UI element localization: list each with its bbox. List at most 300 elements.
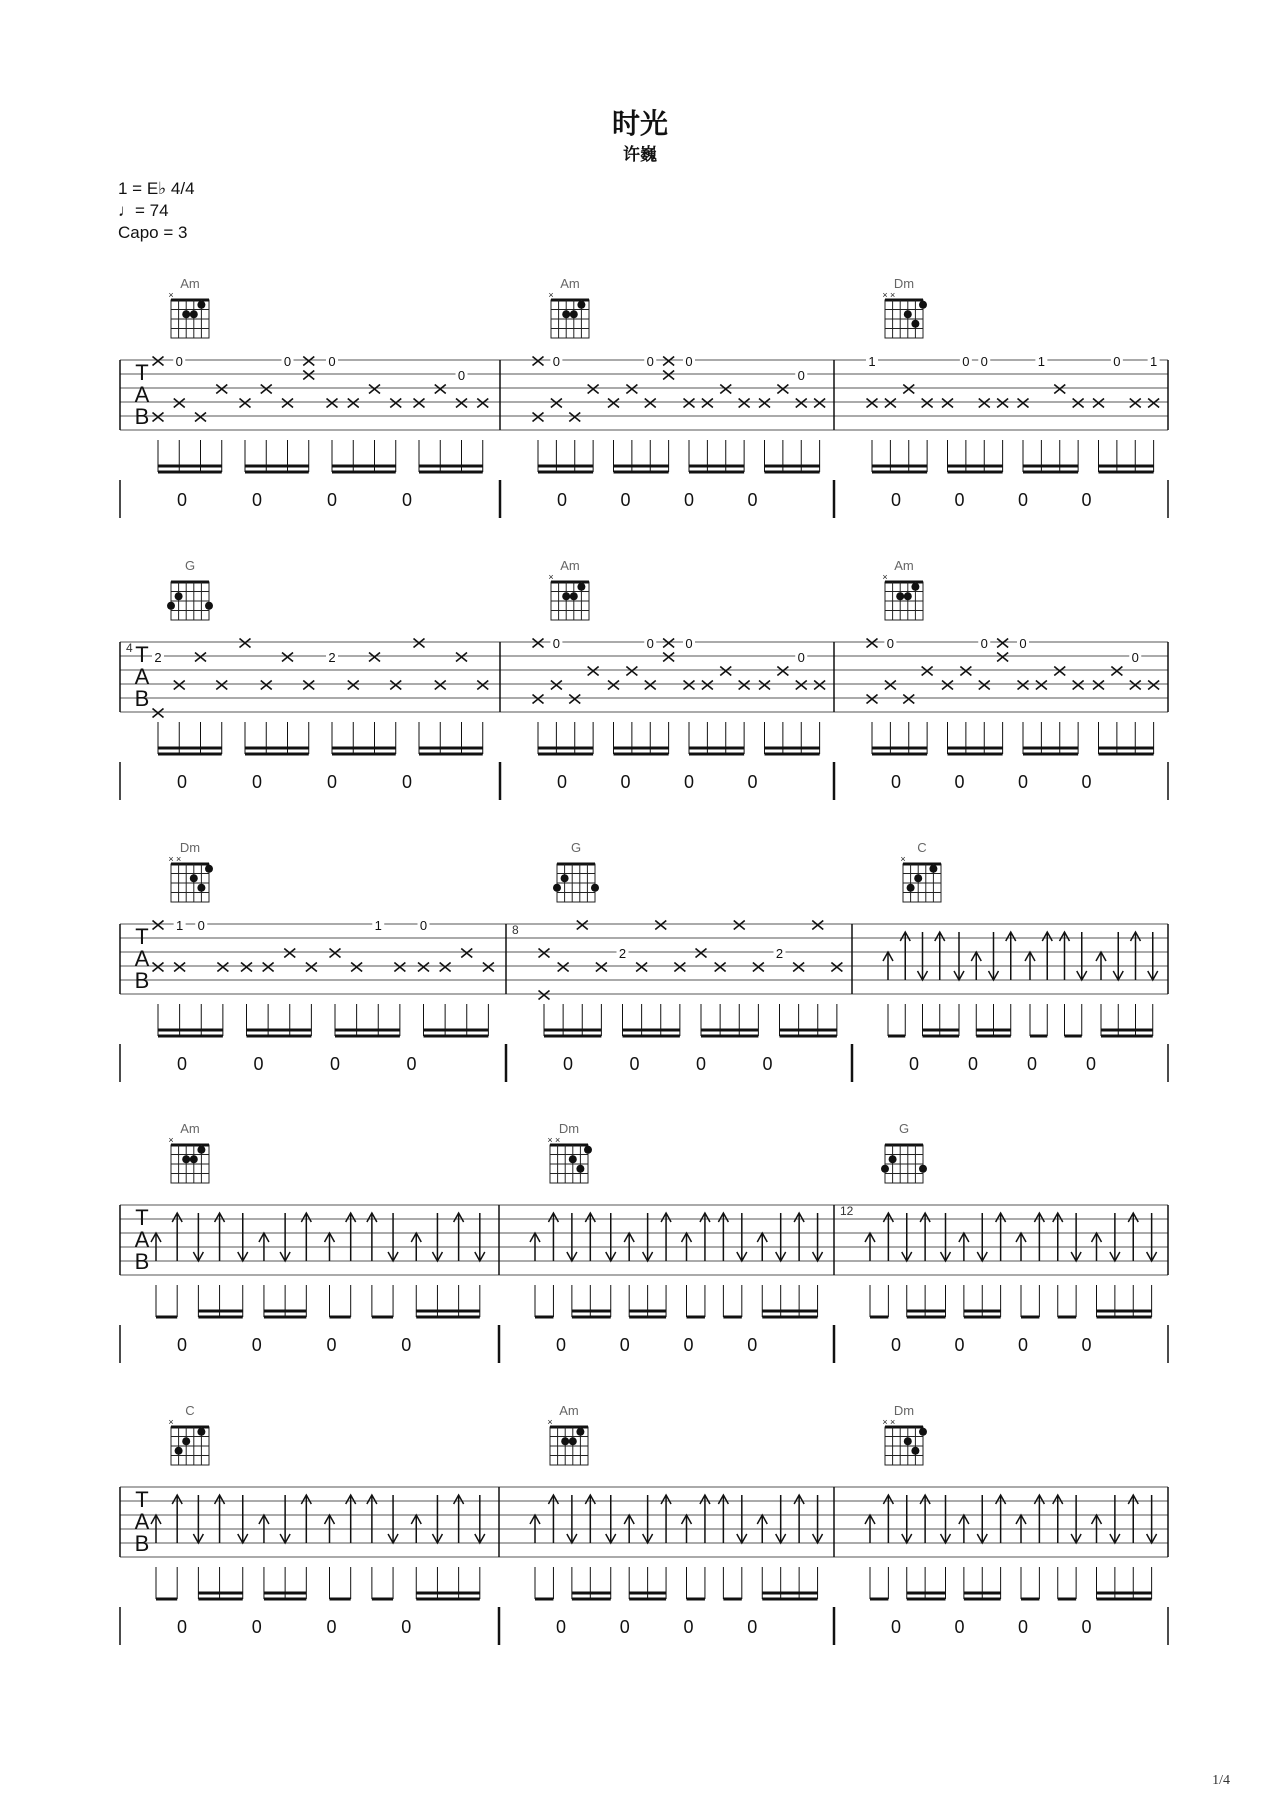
dead-note-x bbox=[327, 399, 338, 408]
dead-note-x bbox=[796, 681, 807, 690]
dead-note-x bbox=[394, 963, 405, 972]
strum-up-arrow bbox=[301, 1495, 311, 1543]
chord-name: Am bbox=[559, 1403, 579, 1418]
fret-number: 0 bbox=[197, 918, 205, 933]
chord-diagram-g bbox=[881, 1121, 927, 1183]
dead-note-x bbox=[240, 399, 251, 408]
bass-number: 0 bbox=[401, 490, 413, 510]
chord-finger-dot bbox=[167, 602, 175, 610]
strum-down-arrow bbox=[567, 1213, 577, 1261]
dead-note-x bbox=[390, 681, 401, 690]
bass-number: 0 bbox=[253, 1054, 264, 1074]
strum-down-arrow bbox=[989, 932, 999, 980]
strum-up-arrow bbox=[883, 1213, 893, 1261]
dead-note-x bbox=[922, 667, 933, 676]
chord-finger-dot bbox=[190, 1155, 198, 1163]
strum-down-arrow bbox=[388, 1213, 398, 1261]
fret-number: 1 bbox=[176, 918, 184, 933]
chord-diagram-dm bbox=[547, 1121, 592, 1183]
chord-finger-dot bbox=[197, 1146, 205, 1154]
dead-note-x bbox=[435, 385, 446, 394]
bass-number: 0 bbox=[954, 1617, 965, 1637]
chord-name: C bbox=[917, 840, 927, 855]
chord-finger-dot bbox=[919, 1428, 927, 1436]
chord-diagram-am bbox=[168, 276, 209, 338]
chord-muted-string: × bbox=[548, 572, 554, 582]
dead-note-x bbox=[551, 399, 562, 408]
chord-name: G bbox=[184, 558, 196, 573]
dead-note-x bbox=[418, 963, 429, 972]
tab-clef-letter: A bbox=[134, 664, 150, 689]
dead-note-x bbox=[306, 963, 317, 972]
chord-finger-dot bbox=[889, 1155, 897, 1163]
bass-number: 0 bbox=[326, 1617, 337, 1637]
dead-note-x bbox=[903, 695, 914, 704]
chord-finger-dot bbox=[562, 310, 570, 318]
tab-clef-letter: T bbox=[135, 1205, 149, 1230]
chord-finger-dot bbox=[182, 310, 190, 318]
dead-note-x bbox=[777, 667, 788, 676]
chord-name: G bbox=[898, 1121, 910, 1136]
chord-muted-string: × bbox=[168, 290, 174, 300]
dead-note-x bbox=[153, 357, 164, 366]
bass-number: 0 bbox=[556, 490, 568, 510]
bass-number: 0 bbox=[1081, 490, 1092, 510]
strum-up-arrow bbox=[883, 1495, 893, 1543]
chord-name: Dm bbox=[179, 840, 201, 855]
bass-number: 0 bbox=[251, 772, 263, 792]
chord-name: Dm bbox=[558, 1121, 580, 1136]
strum-down-arrow bbox=[813, 1213, 823, 1261]
dead-note-x bbox=[759, 399, 770, 408]
dead-note-x bbox=[369, 653, 380, 662]
strum-down-arrow bbox=[977, 1495, 987, 1543]
chord-muted-string: × bbox=[900, 854, 906, 864]
dead-note-x bbox=[596, 963, 607, 972]
bass-number: 0 bbox=[683, 490, 695, 510]
dead-note-x bbox=[369, 385, 380, 394]
bass-number: 0 bbox=[1017, 1335, 1029, 1355]
fret-number: 0 bbox=[962, 354, 970, 369]
strum-up-arrow bbox=[935, 932, 945, 980]
dead-note-x bbox=[922, 399, 933, 408]
bass-number: 0 bbox=[1017, 772, 1029, 792]
chord-name: Am bbox=[180, 276, 200, 291]
chord-diagram-dm bbox=[882, 1403, 927, 1465]
dead-note-x bbox=[997, 639, 1008, 648]
tab-clef-letter: A bbox=[134, 1227, 150, 1252]
dead-note-x bbox=[1093, 399, 1104, 408]
fret-number: 0 bbox=[886, 636, 894, 651]
bass-number: 0 bbox=[555, 1335, 567, 1355]
chord-muted-string: × bbox=[168, 1417, 174, 1427]
chord-finger-dot bbox=[911, 320, 919, 328]
dead-note-x bbox=[348, 399, 359, 408]
dead-note-x bbox=[960, 667, 971, 676]
dead-note-x bbox=[174, 399, 185, 408]
strum-up-arrow bbox=[1034, 1495, 1044, 1543]
fret-number: 0 bbox=[1131, 650, 1139, 665]
strum-up-arrow bbox=[1128, 1495, 1138, 1543]
dead-note-x bbox=[1054, 667, 1065, 676]
strum-down-arrow bbox=[238, 1495, 248, 1543]
chord-finger-dot bbox=[907, 884, 915, 892]
bass-number: 0 bbox=[747, 1617, 758, 1637]
fret-number: 0 bbox=[175, 354, 183, 369]
measure-number: 8 bbox=[512, 923, 519, 937]
bass-number: 0 bbox=[954, 490, 965, 510]
strum-down-arrow bbox=[432, 1213, 442, 1261]
strum-down-arrow bbox=[776, 1495, 786, 1543]
strum-up-arrow bbox=[454, 1213, 464, 1261]
strum-down-arrow bbox=[388, 1495, 398, 1543]
fret-number: 0 bbox=[646, 354, 654, 369]
dead-note-x bbox=[663, 371, 674, 380]
chord-muted-string: × bbox=[554, 1135, 561, 1145]
strum-down-arrow bbox=[193, 1213, 203, 1261]
strum-down-arrow bbox=[606, 1495, 616, 1543]
strum-down-arrow bbox=[737, 1495, 747, 1543]
measure-number: 12 bbox=[840, 1204, 854, 1218]
dead-note-x bbox=[663, 357, 674, 366]
dead-note-x bbox=[217, 963, 228, 972]
bass-number: 0 bbox=[890, 772, 902, 792]
chord-muted-string: × bbox=[547, 1135, 553, 1145]
chord-name: C bbox=[185, 1403, 195, 1418]
chord-diagram-am bbox=[548, 276, 589, 338]
dead-note-x bbox=[1018, 681, 1029, 690]
chord-finger-dot bbox=[175, 592, 183, 600]
chord-muted-string: × bbox=[889, 290, 896, 300]
chord-finger-dot bbox=[576, 1428, 584, 1436]
strum-down-arrow bbox=[193, 1495, 203, 1543]
dead-note-x bbox=[414, 639, 425, 648]
bass-number: 0 bbox=[890, 1335, 902, 1355]
dead-note-x bbox=[777, 385, 788, 394]
strum-down-arrow bbox=[280, 1495, 290, 1543]
dead-note-x bbox=[261, 385, 272, 394]
dead-note-x bbox=[903, 385, 914, 394]
strum-up-arrow bbox=[1060, 932, 1070, 980]
dead-note-x bbox=[303, 357, 314, 366]
chord-diagram-g bbox=[167, 558, 213, 620]
fret-number: 0 bbox=[646, 636, 654, 651]
chord-muted-string: × bbox=[882, 290, 888, 300]
strum-up-arrow bbox=[346, 1213, 356, 1261]
bass-number: 0 bbox=[329, 1054, 341, 1074]
dead-note-x bbox=[461, 949, 472, 958]
strum-up-arrow bbox=[1128, 1213, 1138, 1261]
dead-note-x bbox=[702, 681, 713, 690]
strum-up-arrow bbox=[548, 1495, 558, 1543]
chord-finger-dot bbox=[569, 1437, 577, 1445]
bass-number: 0 bbox=[1026, 1054, 1038, 1074]
strum-up-arrow bbox=[1006, 932, 1016, 980]
strum-up-arrow bbox=[700, 1495, 710, 1543]
strum-down-arrow bbox=[977, 1213, 987, 1261]
tab-clef-letter: A bbox=[134, 1509, 150, 1534]
dead-note-x bbox=[588, 385, 599, 394]
bass-number: 0 bbox=[176, 1617, 188, 1637]
dead-note-x bbox=[796, 399, 807, 408]
chord-muted-string: × bbox=[882, 1417, 888, 1427]
fret-number: 1 bbox=[1037, 354, 1045, 369]
dead-note-x bbox=[483, 963, 494, 972]
measure-number: 4 bbox=[126, 641, 133, 655]
fret-number: 2 bbox=[775, 946, 784, 961]
strum-up-arrow bbox=[996, 1213, 1006, 1261]
dead-note-x bbox=[533, 695, 544, 704]
strum-down-arrow bbox=[1147, 1495, 1157, 1543]
strum-up-arrow bbox=[172, 1495, 182, 1543]
chord-finger-dot bbox=[561, 874, 569, 882]
bass-number: 0 bbox=[1017, 1617, 1029, 1637]
dead-note-x bbox=[477, 399, 488, 408]
dead-note-x bbox=[814, 681, 825, 690]
bass-number: 0 bbox=[1081, 1617, 1092, 1637]
strum-up-arrow bbox=[215, 1213, 225, 1261]
dead-note-x bbox=[739, 681, 750, 690]
dead-note-x bbox=[330, 949, 341, 958]
bass-number: 0 bbox=[326, 772, 338, 792]
bass-number: 0 bbox=[1081, 772, 1092, 792]
dead-note-x bbox=[440, 963, 451, 972]
bass-number: 0 bbox=[762, 1054, 773, 1074]
tab-clef-letter: B bbox=[134, 1249, 150, 1274]
tab-clef-letter: B bbox=[134, 968, 150, 993]
bass-number: 0 bbox=[1081, 1335, 1092, 1355]
dead-note-x bbox=[1073, 681, 1084, 690]
dead-note-x bbox=[390, 399, 401, 408]
bass-number: 0 bbox=[176, 490, 188, 510]
dead-note-x bbox=[997, 399, 1008, 408]
chord-finger-dot bbox=[919, 1165, 927, 1173]
dead-note-x bbox=[282, 399, 293, 408]
dead-note-x bbox=[351, 963, 362, 972]
strum-down-arrow bbox=[1147, 1213, 1157, 1261]
bass-number: 0 bbox=[683, 1335, 694, 1355]
fret-number: 0 bbox=[980, 354, 988, 369]
tab-system bbox=[120, 1204, 1168, 1363]
dead-note-x bbox=[303, 681, 314, 690]
dead-note-x bbox=[997, 653, 1008, 662]
dead-note-x bbox=[588, 667, 599, 676]
bass-number: 0 bbox=[619, 1335, 630, 1355]
tab-system bbox=[120, 1487, 1168, 1645]
tab-clef-letter: A bbox=[134, 382, 150, 407]
strum-down-arrow bbox=[475, 1213, 485, 1261]
dead-note-x bbox=[626, 667, 637, 676]
tempo-marking: ♩= 74 bbox=[118, 201, 169, 220]
dead-note-x bbox=[1018, 399, 1029, 408]
fret-number: 0 bbox=[283, 354, 292, 369]
chord-diagram-g bbox=[553, 840, 599, 902]
dead-note-x bbox=[942, 681, 953, 690]
chord-finger-dot bbox=[911, 1447, 919, 1455]
strum-up-arrow bbox=[718, 1213, 728, 1261]
chord-finger-dot bbox=[205, 865, 213, 873]
chord-diagram-am bbox=[548, 558, 589, 620]
strum-down-arrow bbox=[475, 1495, 485, 1543]
bass-number: 0 bbox=[401, 1335, 412, 1355]
strum-down-arrow bbox=[606, 1213, 616, 1261]
fret-number: 1 bbox=[374, 918, 382, 933]
strum-down-arrow bbox=[1071, 1213, 1081, 1261]
dead-note-x bbox=[812, 921, 823, 930]
bass-number: 0 bbox=[176, 772, 188, 792]
chord-diagram-c bbox=[168, 1403, 209, 1465]
fret-number: 0 bbox=[552, 636, 560, 651]
chord-finger-dot bbox=[896, 592, 904, 600]
fret-number: 2 bbox=[328, 650, 336, 665]
strum-up-arrow bbox=[900, 932, 910, 980]
dead-note-x bbox=[645, 399, 656, 408]
chord-finger-dot bbox=[182, 1437, 190, 1445]
strum-down-arrow bbox=[776, 1213, 786, 1261]
dead-note-x bbox=[174, 963, 185, 972]
dead-note-x bbox=[655, 921, 666, 930]
dead-note-x bbox=[1130, 399, 1141, 408]
strum-down-arrow bbox=[954, 932, 964, 980]
chord-finger-dot bbox=[190, 874, 198, 882]
strum-up-arrow bbox=[367, 1495, 377, 1543]
bass-number: 0 bbox=[251, 1335, 262, 1355]
dead-note-x bbox=[241, 963, 252, 972]
strum-up-arrow bbox=[920, 1495, 930, 1543]
chord-finger-dot bbox=[569, 1155, 577, 1163]
dead-note-x bbox=[663, 639, 674, 648]
key-signature: 1 = E♭ 4/4 bbox=[118, 179, 195, 198]
dead-note-x bbox=[533, 413, 544, 422]
dead-note-x bbox=[551, 681, 562, 690]
strum-up-arrow bbox=[1053, 1495, 1063, 1543]
bass-number: 0 bbox=[747, 490, 758, 510]
strum-up-arrow bbox=[1053, 1213, 1063, 1261]
dead-note-x bbox=[885, 399, 896, 408]
strum-up-arrow bbox=[920, 1213, 930, 1261]
dead-note-x bbox=[263, 963, 274, 972]
fret-number: 0 bbox=[552, 354, 560, 369]
tab-clef-letter: T bbox=[135, 360, 149, 385]
dead-note-x bbox=[261, 681, 272, 690]
dead-note-x bbox=[715, 963, 726, 972]
tab-clef-letter: B bbox=[134, 1531, 150, 1556]
chord-diagram-am bbox=[168, 1121, 209, 1183]
chord-muted-string: × bbox=[547, 1417, 553, 1427]
fret-number: 0 bbox=[797, 650, 805, 665]
chord-muted-string: × bbox=[882, 572, 888, 582]
fret-number: 2 bbox=[154, 650, 162, 665]
chord-name: Am bbox=[894, 558, 914, 573]
strum-up-arrow bbox=[661, 1213, 671, 1261]
strum-up-arrow bbox=[718, 1495, 728, 1543]
chord-diagram-dm bbox=[168, 840, 213, 902]
bass-number: 0 bbox=[683, 1617, 694, 1637]
bass-number: 0 bbox=[890, 490, 902, 510]
dead-note-x bbox=[696, 949, 707, 958]
dead-note-x bbox=[303, 371, 314, 380]
dead-note-x bbox=[282, 653, 293, 662]
dead-note-x bbox=[753, 963, 764, 972]
bass-number: 0 bbox=[176, 1054, 188, 1074]
bass-number: 0 bbox=[326, 490, 338, 510]
dead-note-x bbox=[569, 695, 580, 704]
chord-muted-string: × bbox=[889, 1417, 896, 1427]
tab-clef-letter: T bbox=[135, 1487, 149, 1512]
dead-note-x bbox=[1111, 667, 1122, 676]
strum-down-arrow bbox=[1110, 1495, 1120, 1543]
dead-note-x bbox=[739, 399, 750, 408]
dead-note-x bbox=[1073, 399, 1084, 408]
dead-note-x bbox=[348, 681, 359, 690]
dead-note-x bbox=[684, 681, 695, 690]
dead-note-x bbox=[867, 639, 878, 648]
capo-marking: Capo = 3 bbox=[118, 223, 188, 242]
fret-number: 0 bbox=[328, 354, 336, 369]
bass-number: 0 bbox=[401, 1617, 412, 1637]
strum-down-arrow bbox=[643, 1495, 653, 1543]
dead-note-x bbox=[456, 399, 467, 408]
chord-finger-dot bbox=[182, 1155, 190, 1163]
bass-number: 0 bbox=[1017, 490, 1029, 510]
strum-down-arrow bbox=[737, 1213, 747, 1261]
strum-up-arrow bbox=[367, 1213, 377, 1261]
strum-up-arrow bbox=[1034, 1213, 1044, 1261]
fret-number: 0 bbox=[1113, 354, 1121, 369]
chord-finger-dot bbox=[591, 884, 599, 892]
chord-finger-dot bbox=[205, 602, 213, 610]
chord-diagram-am bbox=[882, 558, 923, 620]
dead-note-x bbox=[174, 681, 185, 690]
strum-up-arrow bbox=[346, 1495, 356, 1543]
strum-up-arrow bbox=[548, 1213, 558, 1261]
fret-number: 0 bbox=[419, 918, 428, 933]
strum-down-arrow bbox=[1077, 932, 1087, 980]
dead-note-x bbox=[608, 399, 619, 408]
dead-note-x bbox=[284, 949, 295, 958]
dead-note-x bbox=[674, 963, 685, 972]
bass-number: 0 bbox=[954, 1335, 965, 1355]
strum-up-arrow bbox=[585, 1213, 595, 1261]
chord-muted-string: × bbox=[548, 290, 554, 300]
dead-note-x bbox=[577, 921, 588, 930]
strum-up-arrow bbox=[794, 1213, 804, 1261]
chord-muted-string: × bbox=[168, 854, 174, 864]
chord-muted-string: × bbox=[175, 854, 182, 864]
strum-down-arrow bbox=[902, 1495, 912, 1543]
chord-finger-dot bbox=[929, 865, 937, 873]
dead-note-x bbox=[1130, 681, 1141, 690]
dead-note-x bbox=[456, 653, 467, 662]
dead-note-x bbox=[1054, 385, 1065, 394]
bass-number: 0 bbox=[326, 1335, 337, 1355]
strum-up-arrow bbox=[996, 1495, 1006, 1543]
dead-note-x bbox=[1036, 681, 1047, 690]
dead-note-x bbox=[979, 681, 990, 690]
dead-note-x bbox=[477, 681, 488, 690]
chord-diagram-c bbox=[900, 840, 941, 902]
chord-finger-dot bbox=[911, 583, 919, 591]
chord-finger-dot bbox=[919, 301, 927, 309]
dead-note-x bbox=[793, 963, 804, 972]
strum-down-arrow bbox=[1071, 1495, 1081, 1543]
dead-note-x bbox=[867, 695, 878, 704]
tab-clef-letter: T bbox=[135, 924, 149, 949]
chord-name: Dm bbox=[893, 1403, 915, 1418]
strum-down-arrow bbox=[902, 1213, 912, 1261]
dead-note-x bbox=[663, 653, 674, 662]
song-artist: 许巍 bbox=[623, 145, 657, 165]
